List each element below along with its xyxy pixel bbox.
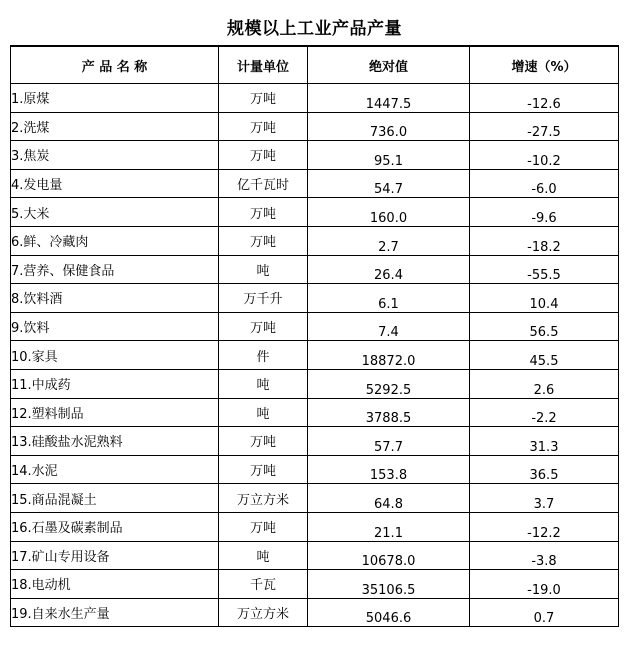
rate-cell: -18.2 <box>470 226 619 255</box>
unit-cell: 万吨 <box>219 455 308 484</box>
value-cell: 26.4 <box>308 255 470 284</box>
value-cell: 10678.0 <box>308 541 470 570</box>
table-row <box>11 284 619 313</box>
table-row <box>11 341 619 370</box>
value-cell: 21.1 <box>308 512 470 541</box>
unit-cell: 万吨 <box>219 198 308 227</box>
value-cell: 5046.6 <box>308 598 470 627</box>
product-name-cell: 15.商品混凝土 <box>11 484 219 513</box>
rate-cell: -55.5 <box>470 255 619 284</box>
rate-cell: 45.5 <box>470 341 619 370</box>
unit-cell: 万立方米 <box>219 484 308 513</box>
unit-cell: 万千升 <box>219 284 308 313</box>
product-name-cell: 19.自来水生产量 <box>11 598 219 627</box>
product-name-cell: 16.石墨及碳素制品 <box>11 512 219 541</box>
page-title: 规模以上工业产品产量 <box>227 19 402 39</box>
value-cell: 54.7 <box>308 169 470 198</box>
table-row <box>11 312 619 341</box>
table-row <box>11 427 619 456</box>
table-row <box>11 541 619 570</box>
table-row <box>11 398 619 427</box>
product-name-cell: 3.焦炭 <box>11 141 219 170</box>
rate-cell: 10.4 <box>470 284 619 313</box>
value-cell: 6.1 <box>308 284 470 313</box>
value-cell: 7.4 <box>308 312 470 341</box>
rate-cell: 31.3 <box>470 427 619 456</box>
value-cell: 1447.5 <box>308 84 470 113</box>
product-name-cell: 1.原煤 <box>11 84 219 113</box>
value-cell: 2.7 <box>308 226 470 255</box>
table-row <box>11 369 619 398</box>
table-row <box>11 484 619 513</box>
header-unit: 计量单位 <box>219 46 308 84</box>
rate-cell: -6.0 <box>470 169 619 198</box>
product-name-cell: 11.中成药 <box>11 369 219 398</box>
unit-cell: 千瓦 <box>219 570 308 599</box>
rate-cell: 0.7 <box>470 598 619 627</box>
table-row <box>11 84 619 113</box>
value-cell: 160.0 <box>308 198 470 227</box>
value-cell: 95.1 <box>308 141 470 170</box>
value-cell: 736.0 <box>308 112 470 141</box>
table-row <box>11 598 619 627</box>
product-name-cell: 14.水泥 <box>11 455 219 484</box>
rate-cell: -10.2 <box>470 141 619 170</box>
table-row <box>11 169 619 198</box>
rate-cell: -2.2 <box>470 398 619 427</box>
unit-cell: 吨 <box>219 541 308 570</box>
value-cell: 35106.5 <box>308 570 470 599</box>
table-row <box>11 226 619 255</box>
unit-cell: 万吨 <box>219 312 308 341</box>
product-name-cell: 6.鲜、冷藏肉 <box>11 226 219 255</box>
table-row <box>11 455 619 484</box>
table-row <box>11 112 619 141</box>
unit-cell: 件 <box>219 341 308 370</box>
table-row <box>11 512 619 541</box>
product-name-cell: 4.发电量 <box>11 169 219 198</box>
unit-cell: 吨 <box>219 369 308 398</box>
rate-cell: -3.8 <box>470 541 619 570</box>
rate-cell: -12.2 <box>470 512 619 541</box>
product-name-cell: 7.营养、保健食品 <box>11 255 219 284</box>
unit-cell: 吨 <box>219 398 308 427</box>
rate-cell: 3.7 <box>470 484 619 513</box>
table-row <box>11 570 619 599</box>
product-name-cell: 17.矿山专用设备 <box>11 541 219 570</box>
unit-cell: 万吨 <box>219 226 308 255</box>
rate-cell: 36.5 <box>470 455 619 484</box>
unit-cell: 万吨 <box>219 141 308 170</box>
table-row <box>11 198 619 227</box>
product-name-cell: 2.洗煤 <box>11 112 219 141</box>
unit-cell: 亿千瓦时 <box>219 169 308 198</box>
unit-cell: 万吨 <box>219 84 308 113</box>
unit-cell: 吨 <box>219 255 308 284</box>
value-cell: 64.8 <box>308 484 470 513</box>
value-cell: 18872.0 <box>308 341 470 370</box>
header-product-name: 产 品 名 称 <box>11 46 219 84</box>
product-name-cell: 5.大米 <box>11 198 219 227</box>
header-growth-rate: 增速（%） <box>470 46 619 84</box>
rate-cell: -19.0 <box>470 570 619 599</box>
product-name-cell: 13.硅酸盐水泥熟料 <box>11 427 219 456</box>
table-row <box>11 255 619 284</box>
production-table <box>10 45 619 627</box>
value-cell: 153.8 <box>308 455 470 484</box>
product-name-cell: 18.电动机 <box>11 570 219 599</box>
product-name-cell: 8.饮料酒 <box>11 284 219 313</box>
rate-cell: 2.6 <box>470 369 619 398</box>
table-row <box>11 141 619 170</box>
product-name-cell: 10.家具 <box>11 341 219 370</box>
header-absolute-value: 绝对值 <box>308 46 470 84</box>
value-cell: 3788.5 <box>308 398 470 427</box>
unit-cell: 万吨 <box>219 427 308 456</box>
rate-cell: 56.5 <box>470 312 619 341</box>
rate-cell: -9.6 <box>470 198 619 227</box>
unit-cell: 万吨 <box>219 512 308 541</box>
value-cell: 5292.5 <box>308 369 470 398</box>
unit-cell: 万立方米 <box>219 598 308 627</box>
product-name-cell: 12.塑料制品 <box>11 398 219 427</box>
table-header-row <box>11 46 619 84</box>
product-name-cell: 9.饮料 <box>11 312 219 341</box>
rate-cell: -12.6 <box>470 84 619 113</box>
unit-cell: 万吨 <box>219 112 308 141</box>
rate-cell: -27.5 <box>470 112 619 141</box>
value-cell: 57.7 <box>308 427 470 456</box>
